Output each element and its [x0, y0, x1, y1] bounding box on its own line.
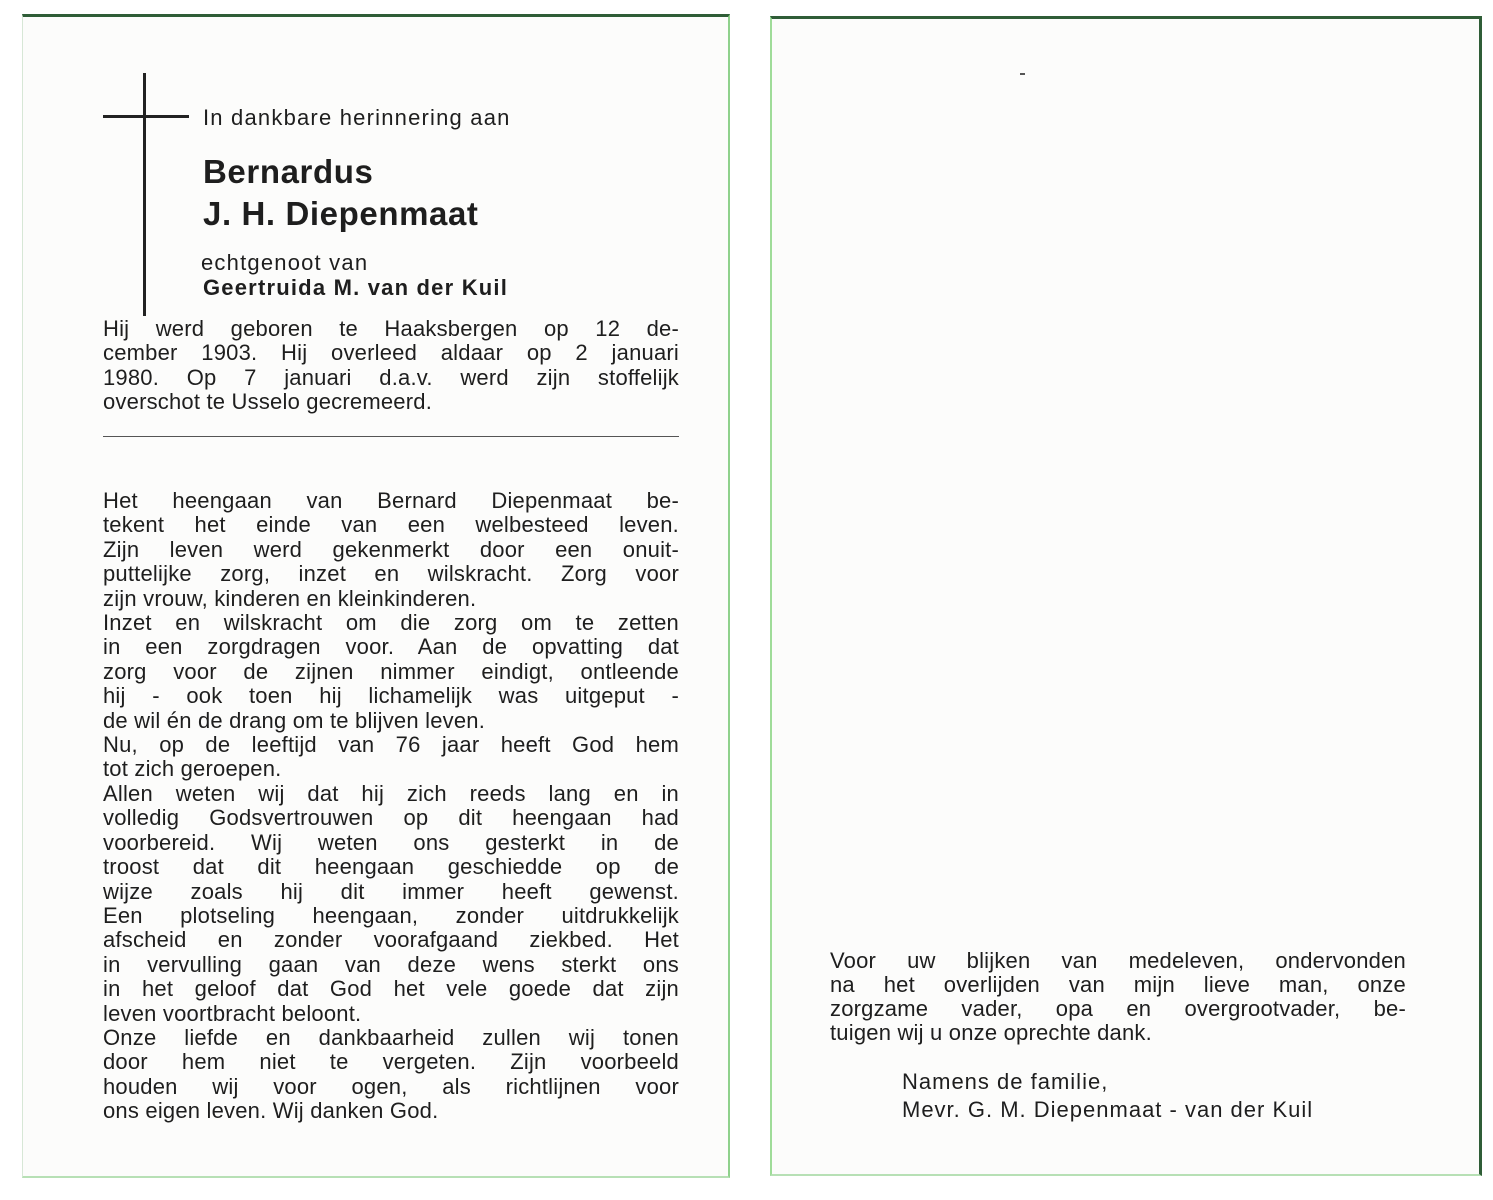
signature-greeting: Namens de familie, — [902, 1069, 1109, 1094]
tribute-line: volledig Godsvertrouwen op dit heengaan had — [103, 805, 679, 831]
tribute-line: Onze liefde en dankbaarheid zullen wij tonen — [103, 1024, 679, 1050]
tribute-line: troost dat dit heengaan geschiedde op de — [103, 854, 679, 880]
tribute-line: Een plotseling heengaan, zonder uitdrukkelijk — [103, 902, 679, 928]
tribute-line: Zijn leven werd gekenmerkt door een onuit- — [103, 536, 679, 562]
bio-line: Hij werd geboren te Haaksbergen op 12 de- — [103, 316, 679, 341]
intro-text: In dankbare herinnering aan — [203, 105, 511, 130]
tribute-line: de wil én de drang om te blijven leven. — [103, 707, 486, 733]
tribute-line: Allen weten wij dat hij zich reeds lang en in — [103, 780, 679, 806]
tribute-line: in een zorgdragen voor. Aan de opvatting dat — [103, 634, 679, 660]
thanks-line: Voor uw blijken van medeleven, ondervonden — [830, 948, 1406, 973]
tribute-line: in vervulling gaan van deze wens sterkt ons — [103, 951, 679, 977]
tribute-line: Het heengaan van Bernard Diepenmaat be- — [103, 488, 679, 513]
bio-line: cember 1903. Hij overleed aldaar op 2 januari — [103, 340, 679, 366]
biography-paragraph — [103, 317, 679, 415]
tribute-line: afscheid en zonder voorafgaand ziekbed. Het — [103, 927, 679, 953]
cross-icon-vertical — [143, 73, 146, 316]
tribute-line: hij - ook toen hij lichamelijk was uitgeput - — [103, 683, 679, 709]
tribute-line: houden wij voor ogen, als richtlijnen voor — [103, 1073, 679, 1099]
tribute-line: leven voortbracht beloont. — [103, 1000, 362, 1026]
thanks-line: zorgzame vader, opa en overgrootvader, be- — [830, 996, 1406, 1021]
tribute-line: tekent het einde van een welbesteed leven. — [103, 512, 679, 538]
tribute-line: puttelijke zorg, inzet en wilskracht. Zorg voor — [103, 561, 679, 587]
tribute-line: in het geloof dat God het vele goede dat zijn — [103, 976, 679, 1002]
tribute-line: zijn vrouw, kinderen en kleinkinderen. — [103, 585, 477, 611]
deceased-full-name: J. H. Diepenmaat — [203, 195, 479, 232]
cross-icon-horizontal — [103, 115, 189, 118]
tribute-line: ons eigen leven. Wij danken God. — [103, 1098, 439, 1124]
bio-line: 1980. Op 7 januari d.a.v. werd zijn stoffelijk — [103, 364, 679, 390]
print-speck — [1020, 73, 1025, 75]
thanks-line: tuigen wij u onze oprechte dank. — [830, 1020, 1152, 1045]
tribute-line: wijze zoals hij dit immer heeft gewenst. — [103, 878, 679, 904]
deceased-first-name: Bernardus — [203, 153, 374, 190]
bio-line: overschot te Usselo gecremeerd. — [103, 389, 433, 415]
tribute-line: voorbereid. Wij weten ons gesterkt in de — [103, 829, 679, 855]
divider-line — [103, 436, 679, 437]
tribute-line: Inzet en wilskracht om die zorg om te zetten — [103, 610, 679, 636]
tribute-line: zorg voor de zijnen nimmer eindigt, ontleende — [103, 658, 679, 684]
spouse-name: Geertruida M. van der Kuil — [203, 275, 509, 300]
memorial-card-back — [770, 16, 1482, 1176]
tribute-line: Nu, op de leeftijd van 76 jaar heeft God hem — [103, 732, 679, 758]
tribute-paragraph — [103, 489, 679, 1124]
spouse-label: echtgenoot van — [201, 250, 369, 275]
thanks-line: na het overlijden van mijn lieve man, onze — [830, 972, 1406, 997]
tribute-line: door hem niet te vergeten. Zijn voorbeeld — [103, 1049, 679, 1075]
tribute-line: tot zich geroepen. — [103, 756, 282, 782]
thanks-paragraph — [830, 949, 1406, 1045]
signature-name: Mevr. G. M. Diepenmaat - van der Kuil — [902, 1097, 1314, 1122]
memorial-card-front — [22, 14, 730, 1178]
